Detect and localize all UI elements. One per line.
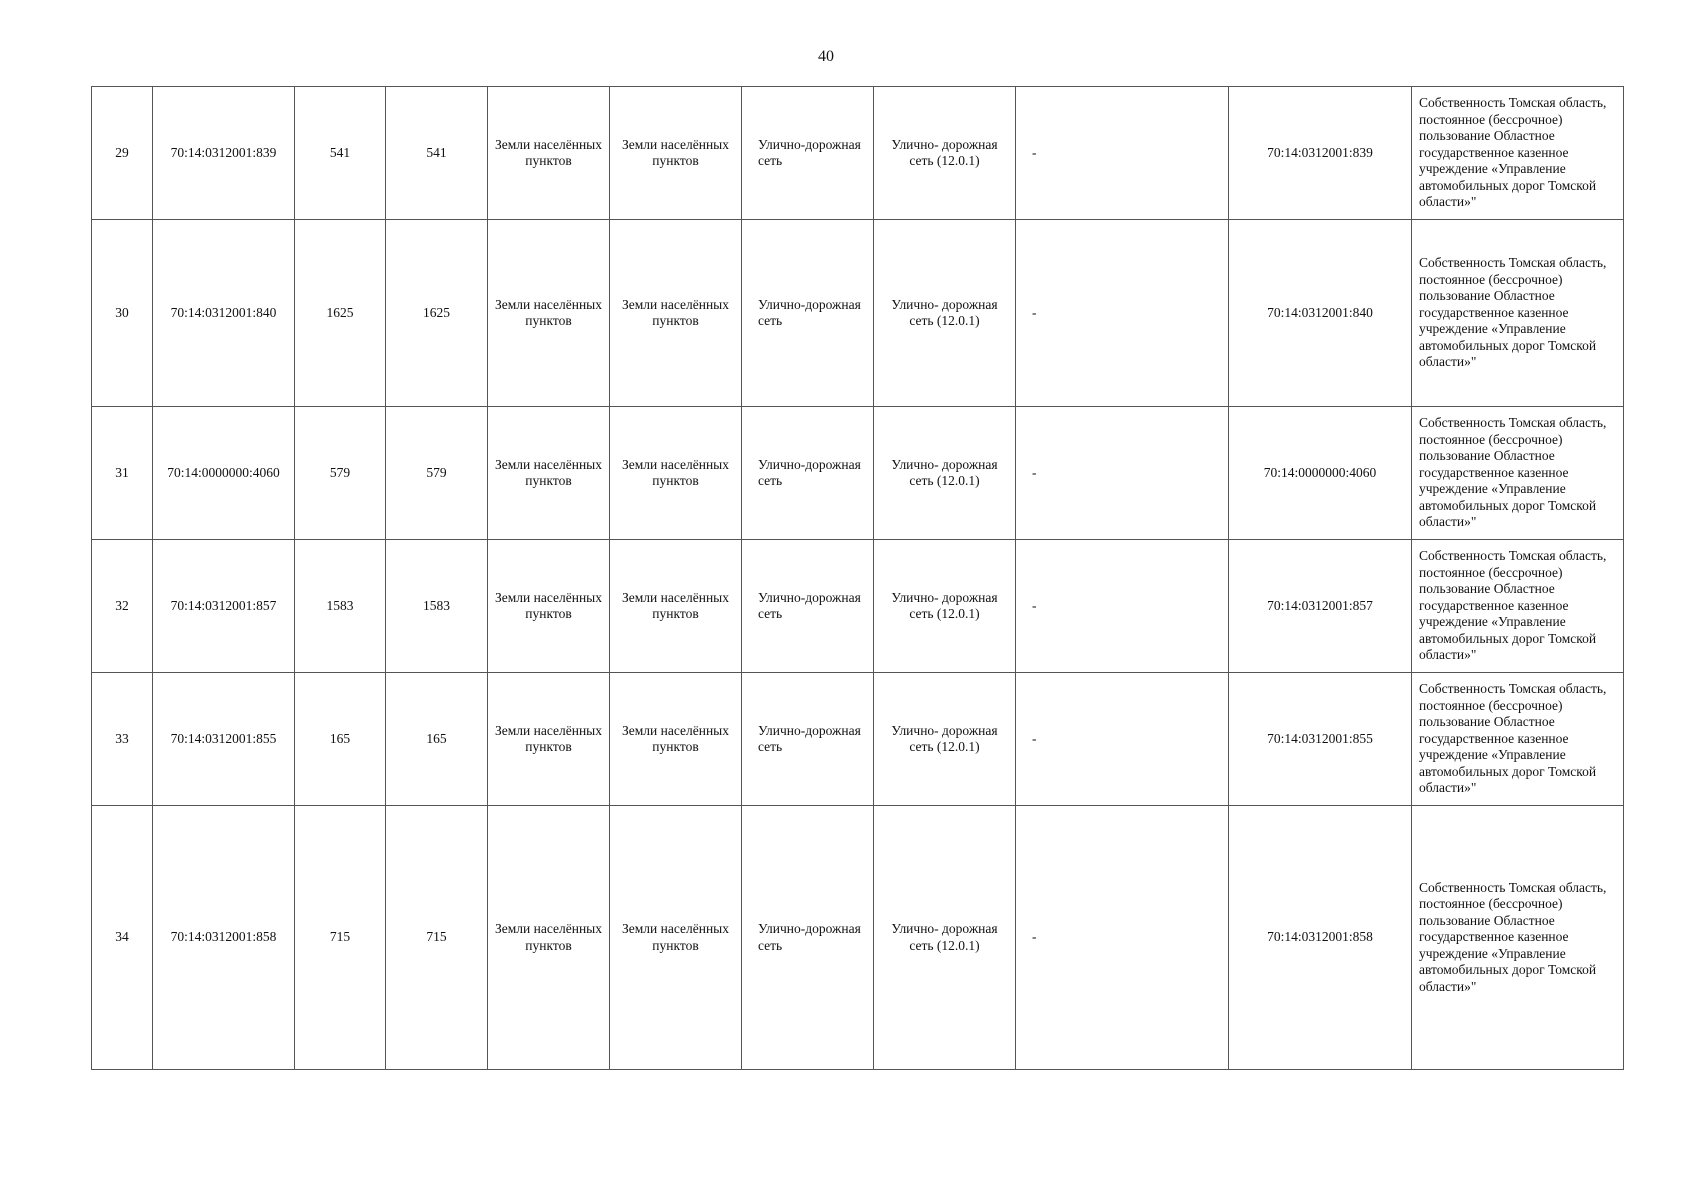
table-row bbox=[92, 806, 1624, 1070]
cell-permitted-use-code: Улично- дорожная сеть (12.0.1) bbox=[874, 806, 1016, 1070]
cell-area-2: 1625 bbox=[386, 220, 488, 407]
cell-area: 1583 bbox=[295, 540, 386, 673]
cell-permitted-use: Улично-дорожная сеть bbox=[742, 673, 874, 806]
cell-cadastral-number-2: 70:14:0312001:855 bbox=[1229, 673, 1412, 806]
cell-row-number: 30 bbox=[92, 220, 153, 407]
cell-area: 541 bbox=[295, 87, 386, 220]
cell-area-2: 1583 bbox=[386, 540, 488, 673]
cell-permitted-use: Улично-дорожная сеть bbox=[742, 407, 874, 540]
cell-land-category: Земли населённых пунктов bbox=[488, 407, 610, 540]
cell-permitted-use-code: Улично- дорожная сеть (12.0.1) bbox=[874, 87, 1016, 220]
table-row bbox=[92, 407, 1624, 540]
cell-cadastral-number: 70:14:0000000:4060 bbox=[153, 407, 295, 540]
cell-area-2: 715 bbox=[386, 806, 488, 1070]
cell-permitted-use: Улично-дорожная сеть bbox=[742, 806, 874, 1070]
cell-row-number: 33 bbox=[92, 673, 153, 806]
cell-extra: - bbox=[1016, 540, 1229, 673]
cell-cadastral-number: 70:14:0312001:840 bbox=[153, 220, 295, 407]
cell-extra: - bbox=[1016, 87, 1229, 220]
cell-row-number: 34 bbox=[92, 806, 153, 1070]
cell-row-number: 29 bbox=[92, 87, 153, 220]
cell-extra: - bbox=[1016, 220, 1229, 407]
cell-permitted-use-code: Улично- дорожная сеть (12.0.1) bbox=[874, 673, 1016, 806]
cell-cadastral-number-2: 70:14:0312001:840 bbox=[1229, 220, 1412, 407]
page-number: 40 bbox=[818, 48, 834, 65]
table-row bbox=[92, 673, 1624, 806]
cell-land-category-2: Земли населённых пунктов bbox=[610, 407, 742, 540]
cell-extra: - bbox=[1016, 407, 1229, 540]
cell-cadastral-number: 70:14:0312001:839 bbox=[153, 87, 295, 220]
table-row bbox=[92, 87, 1624, 220]
cell-rights: Собственность Томская область, постоянное (бессрочное) пользование Областное государственное казенное учреждение «Управление автомобильных дорог Томской области»" bbox=[1412, 673, 1624, 806]
cell-land-category-2: Земли населённых пунктов bbox=[610, 87, 742, 220]
cell-cadastral-number: 70:14:0312001:855 bbox=[153, 673, 295, 806]
cell-area: 165 bbox=[295, 673, 386, 806]
cell-cadastral-number-2: 70:14:0312001:857 bbox=[1229, 540, 1412, 673]
cell-area-2: 165 bbox=[386, 673, 488, 806]
cell-land-category-2: Земли населённых пунктов bbox=[610, 220, 742, 407]
cell-rights: Собственность Томская область, постоянное (бессрочное) пользование Областное государственное казенное учреждение «Управление автомобильных дорог Томской области»" bbox=[1412, 87, 1624, 220]
cell-cadastral-number: 70:14:0312001:857 bbox=[153, 540, 295, 673]
cell-cadastral-number-2: 70:14:0312001:858 bbox=[1229, 806, 1412, 1070]
cell-rights: Собственность Томская область, постоянное (бессрочное) пользование Областное государственное казенное учреждение «Управление автомобильных дорог Томской области»" bbox=[1412, 220, 1624, 407]
cell-land-category: Земли населённых пунктов bbox=[488, 87, 610, 220]
cell-permitted-use: Улично-дорожная сеть bbox=[742, 220, 874, 407]
cell-row-number: 31 bbox=[92, 407, 153, 540]
cell-rights: Собственность Томская область, постоянное (бессрочное) пользование Областное государственное казенное учреждение «Управление автомобильных дорог Томской области»" bbox=[1412, 806, 1624, 1070]
cell-extra: - bbox=[1016, 806, 1229, 1070]
cell-permitted-use-code: Улично- дорожная сеть (12.0.1) bbox=[874, 220, 1016, 407]
cell-permitted-use: Улично-дорожная сеть bbox=[742, 87, 874, 220]
cell-area-2: 541 bbox=[386, 87, 488, 220]
cell-permitted-use-code: Улично- дорожная сеть (12.0.1) bbox=[874, 540, 1016, 673]
cell-land-category: Земли населённых пунктов bbox=[488, 673, 610, 806]
cell-area: 1625 bbox=[295, 220, 386, 407]
table-row bbox=[92, 540, 1624, 673]
cell-land-category-2: Земли населённых пунктов bbox=[610, 540, 742, 673]
cell-area: 579 bbox=[295, 407, 386, 540]
cell-land-category-2: Земли населённых пунктов bbox=[610, 806, 742, 1070]
cell-rights: Собственность Томская область, постоянное (бессрочное) пользование Областное государственное казенное учреждение «Управление автомобильных дорог Томской области»" bbox=[1412, 407, 1624, 540]
cell-rights: Собственность Томская область, постоянное (бессрочное) пользование Областное государственное казенное учреждение «Управление автомобильных дорог Томской области»" bbox=[1412, 540, 1624, 673]
cell-cadastral-number-2: 70:14:0312001:839 bbox=[1229, 87, 1412, 220]
cell-land-category: Земли населённых пунктов bbox=[488, 540, 610, 673]
table-row bbox=[92, 220, 1624, 407]
cell-cadastral-number-2: 70:14:0000000:4060 bbox=[1229, 407, 1412, 540]
cell-land-category-2: Земли населённых пунктов bbox=[610, 673, 742, 806]
cell-permitted-use: Улично-дорожная сеть bbox=[742, 540, 874, 673]
land-plots-table bbox=[91, 86, 1624, 1070]
cell-cadastral-number: 70:14:0312001:858 bbox=[153, 806, 295, 1070]
cell-land-category: Земли населённых пунктов bbox=[488, 806, 610, 1070]
cell-land-category: Земли населённых пунктов bbox=[488, 220, 610, 407]
cell-permitted-use-code: Улично- дорожная сеть (12.0.1) bbox=[874, 407, 1016, 540]
cell-extra: - bbox=[1016, 673, 1229, 806]
cell-row-number: 32 bbox=[92, 540, 153, 673]
cell-area-2: 579 bbox=[386, 407, 488, 540]
cell-area: 715 bbox=[295, 806, 386, 1070]
